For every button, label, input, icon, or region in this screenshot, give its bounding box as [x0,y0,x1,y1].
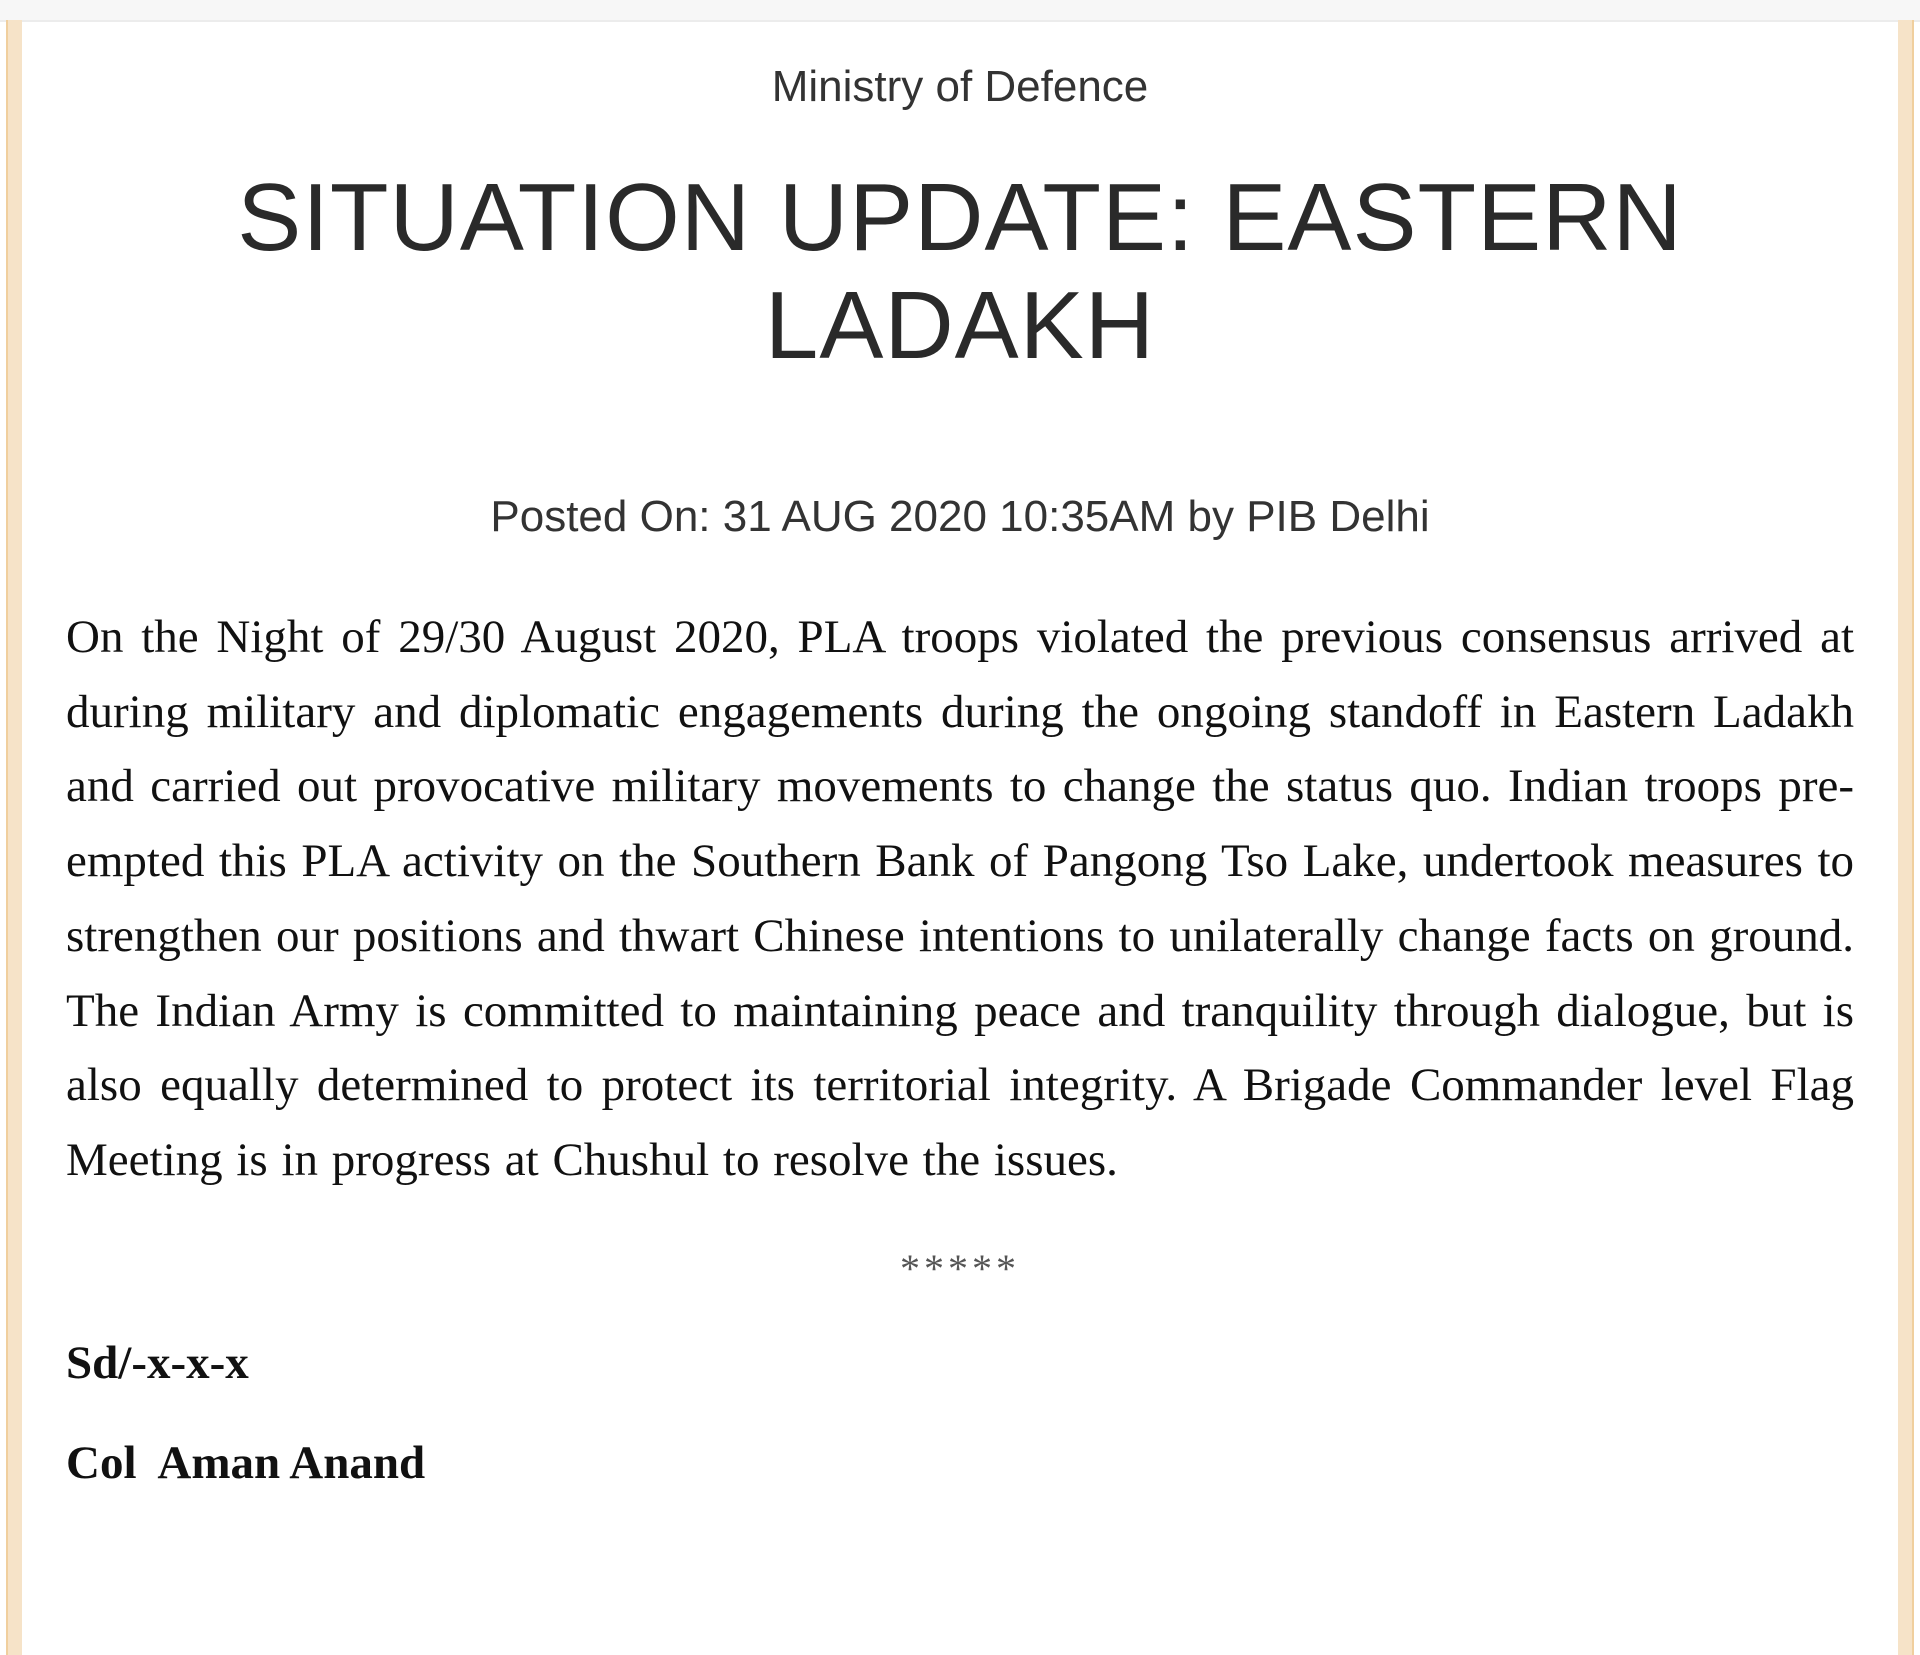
release-content [66,20,1854,1490]
right-page-border [1898,20,1914,1655]
release-body: On the Night of 29/30 August 2020, PLA troops violated the previous consensus arrived at during military and diplomatic engagements during the ongoing standoff in Eastern Ladakh and carried out provocative military movements to change the status quo. Indian troops pre-empted this PLA activity on the Southern Bank of Pangong Tso Lake, undertook measures to strengthen our positions and thwart Chinese intentions to unilaterally change facts on ground. The Indian Army is committed to maintaining peace and tranquility through dialogue, but is also equally determined to protect its territorial integrity. A Brigade Commander level Flag Meeting is in progress at Chushul to resolve the issues. [66,611,1854,1186]
signature-line: Sd/-x-x-x [66,1336,249,1389]
signatory-name: Col Aman Anand [66,1436,426,1489]
top-divider [0,0,1920,22]
ministry-name: Ministry of Defence [771,62,1149,111]
release-title: SITUATION UPDATE: EASTERN LADAKH [237,164,1683,379]
posted-on-line: Posted On: 31 AUG 2020 10:35AM by PIB Delhi [490,492,1430,541]
left-page-border [6,20,22,1655]
separator-stars: ***** [900,1245,1020,1291]
